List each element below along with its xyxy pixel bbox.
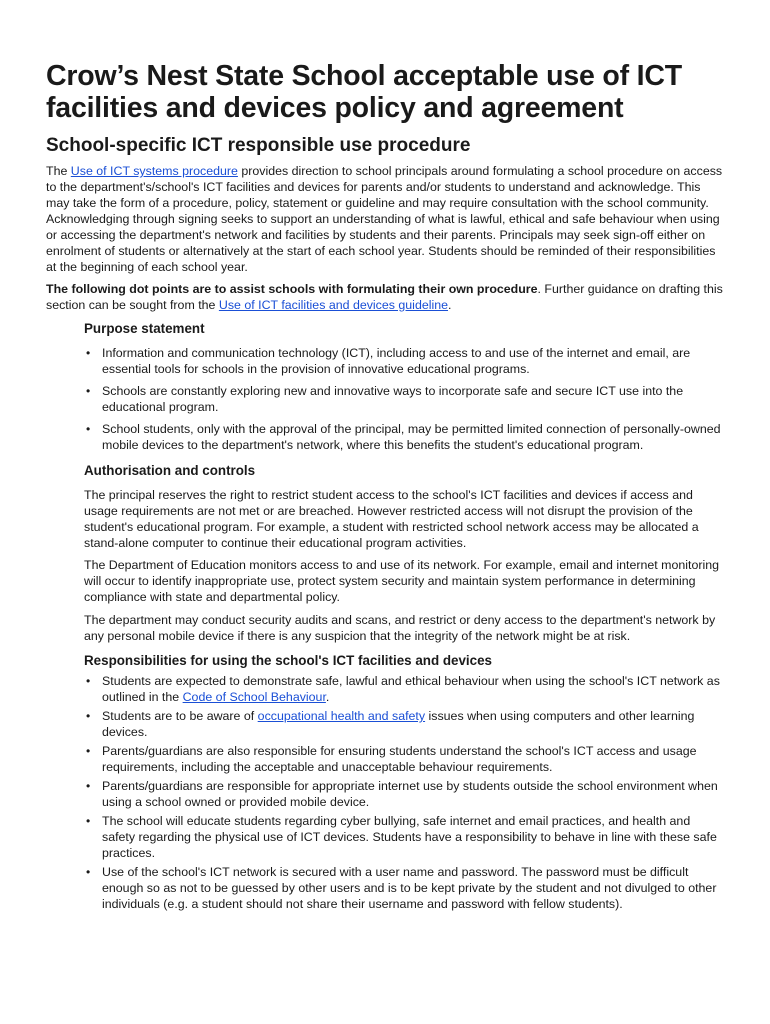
bullet-icon: • [86, 744, 91, 758]
authorisation-paragraph-2: The Department of Education monitors access to and use of its network. For example, email and internet monitoring will occur to identify inappropriate use, protect system security and maintain system performance in determining compliance with state and departmental policy. [84, 558, 719, 604]
purpose-heading: Purpose statement [84, 321, 205, 336]
bullet-icon: • [86, 384, 91, 398]
ict-facilities-guideline-link[interactable]: Use of ICT facilities and devices guideline [218, 298, 449, 312]
responsibilities-heading: Responsibilities for using the school's ICT facilities and devices [84, 653, 492, 668]
document-title: Crow’s Nest State School acceptable use of ICT facilities and devices policy and agreement [46, 60, 682, 124]
occupational-health-and-safety-link[interactable]: occupational health and safety [257, 709, 426, 723]
list-item: • School students, only with the approval of the principal, may be permitted limited connection of personally-owned mobile devices to the department's network, where this benefits the student's educational program. [86, 422, 721, 452]
bullet-icon: • [86, 674, 91, 688]
bullet-icon: • [86, 865, 91, 879]
list-item: • Parents/guardians are also responsible for ensuring students understand the school's ICT access and usage requirements, including the acceptable and unacceptable behaviour requirements. [86, 744, 697, 774]
intro-paragraph: The Use of ICT systems procedure provides direction to school principals around formulating a school procedure on access to the department's/school's ICT facilities and devices for parents and/or students to understand and acknowledge. This may take the form of a procedure, policy, statement or guideline and may require consultation with the school community. Acknowledging through signing seeks to support an understanding of what is lawful, ethical and safe behaviour when using or accessing the department's network and facilities by students and their parents. Principals may seek sign-off either on enrolment of students or alternatively at the start of each school year. Students should be reminded of their responsibilities at the beginning of each school year. [46, 164, 723, 274]
section-subtitle: School-specific ICT responsible use procedure [46, 135, 471, 156]
bullet-icon: • [86, 709, 91, 723]
ict-systems-procedure-link[interactable]: Use of ICT systems procedure [70, 164, 238, 178]
responsibilities-list [84, 673, 726, 915]
authorisation-heading: Authorisation and controls [84, 463, 256, 478]
dotpoints-paragraph: The following dot points are to assist schools with formulating their own procedure. Further guidance on drafting this section can be sought from the Use of ICT facilities and devices guideline. [46, 282, 723, 312]
list-item: • Schools are constantly exploring new and innovative ways to incorporate safe and secure ICT use into the educational program. [86, 384, 684, 414]
authorisation-paragraph-3: The department may conduct security audits and scans, and restrict or deny access to the department's network by any personal mobile device if there is any suspicion that the integrity of the network might be at risk. [84, 613, 716, 643]
list-item: • Students are to be aware of occupational health and safety issues when using computers and other learning devices. [86, 709, 695, 739]
list-item: • Parents/guardians are responsible for appropriate internet use by students outside the school environment when using a school owned or provided mobile device. [86, 779, 718, 809]
list-item: • The school will educate students regarding cyber bullying, safe internet and email practices, and health and safety regarding the physical use of ICT devices. Students have a responsibility to behave in line with these safe practices. [86, 814, 717, 860]
code-of-school-behaviour-link[interactable]: Code of School Behaviour [182, 690, 326, 704]
bullet-icon: • [86, 422, 91, 436]
authorisation-paragraph-1: The principal reserves the right to restrict student access to the school's ICT facilities and devices if access and usage requirements are not met or are breached. However restricted access will not disrupt the provision of the student's educational program. For example, a student with restricted school network access may be allocated a stand-alone computer to continue their educational program activities. [84, 488, 699, 550]
list-item: • Use of the school's ICT network is secured with a user name and password. The password must be difficult enough so as not to be guessed by other users and is to be kept private by the student and not divulged to other individuals (e.g. a student should not share their username and password with fellow students). [86, 865, 717, 911]
list-item: • Information and communication technology (ICT), including access to and use of the internet and email, are essential tools for schools in the provision of innovative educational programs. [86, 346, 691, 376]
purpose-list [84, 345, 726, 459]
bullet-icon: • [86, 779, 91, 793]
list-item: • Students are expected to demonstrate safe, lawful and ethical behaviour when using the school's ICT network as outlined in the Code of School Behaviour. [86, 674, 720, 704]
bullet-icon: • [86, 346, 91, 360]
bullet-icon: • [86, 814, 91, 828]
